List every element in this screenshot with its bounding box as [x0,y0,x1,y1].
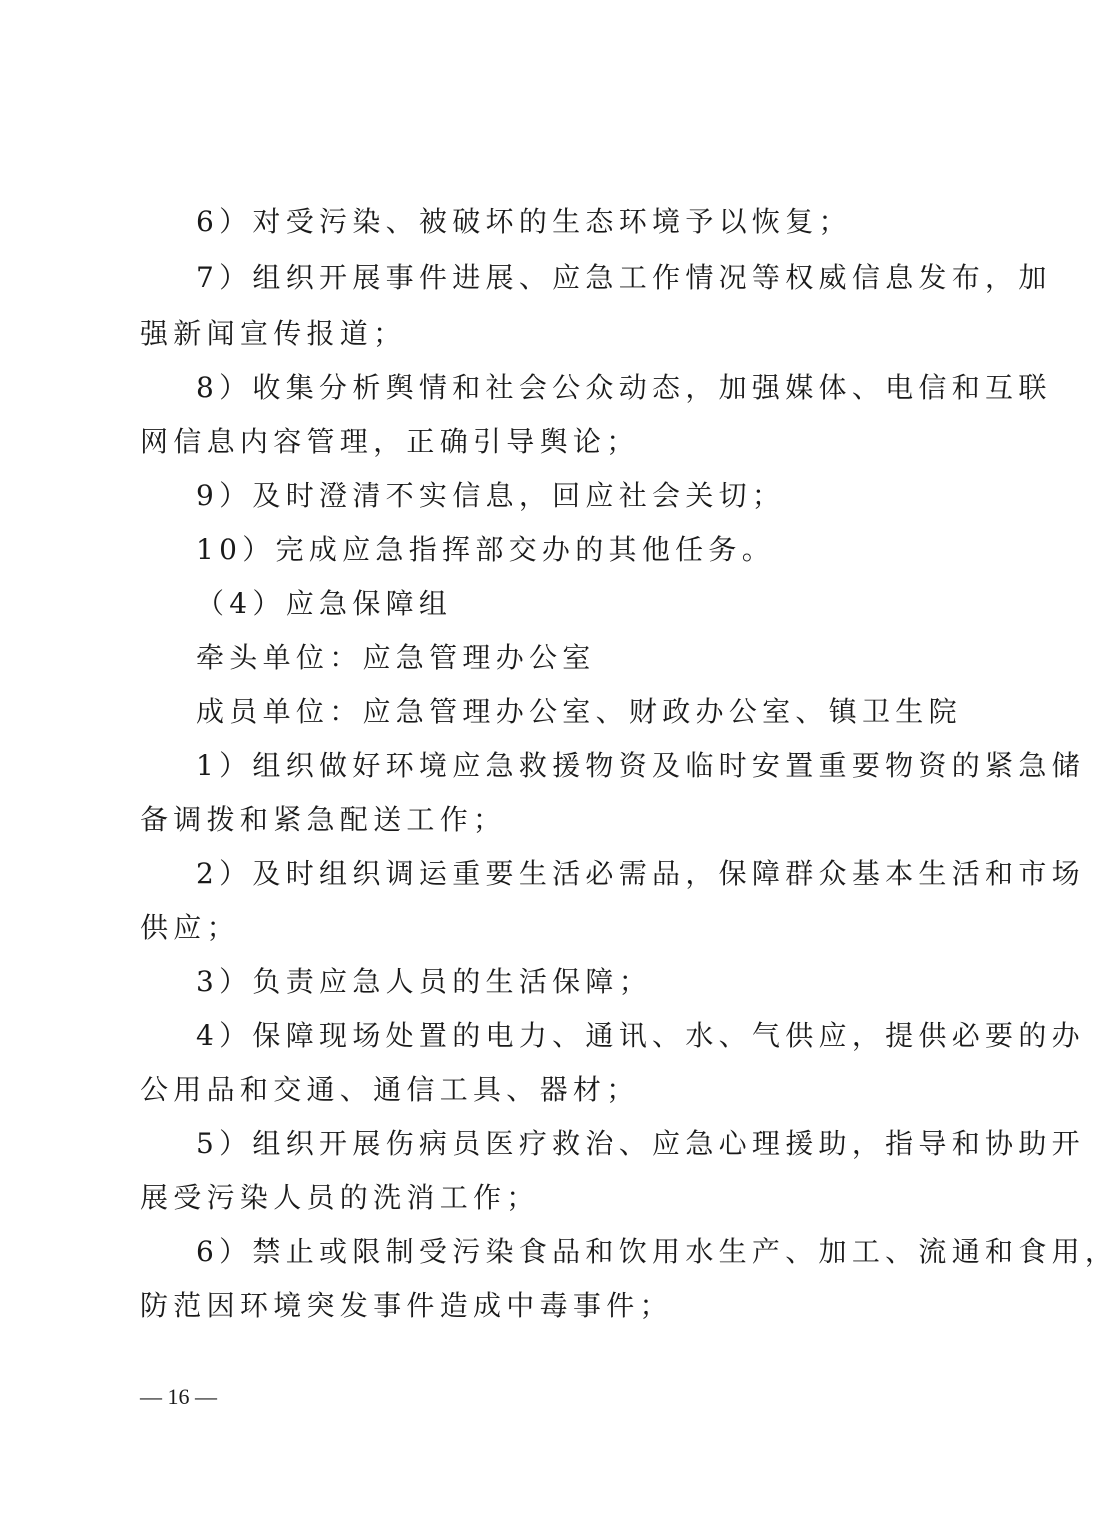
paragraph-line: 10）完成应急指挥部交办的其他任务。 [196,533,776,566]
paragraph-line: 公用品和交通、通信工具、器材； [140,1073,640,1106]
paragraph-line: 6）对受污染、被破坏的生态环境予以恢复； [196,205,852,238]
paragraph-line: 网信息内容管理，正确引导舆论； [140,425,640,458]
paragraph-line: 8）收集分析舆情和社会公众动态，加强媒体、电信和互联 [196,371,1052,404]
paragraph-line: 4）保障现场处置的电力、通讯、水、气供应，提供必要的办 [196,1019,1085,1052]
member-units-line: 成员单位：应急管理办公室、财政办公室、镇卫生院 [196,695,962,728]
paragraph-line: 备调拨和紧急配送工作； [140,803,507,836]
paragraph-line: 3）负责应急人员的生活保障； [196,965,653,998]
paragraph-line: 1）组织做好环境应急救援物资及临时安置重要物资的紧急储 [196,749,1085,782]
section-heading: （4）应急保障组 [196,587,453,620]
paragraph-line: 强新闻宣传报道； [140,317,407,350]
page-number: — 16 — [140,1384,217,1409]
paragraph-line: 5）组织开展伤病员医疗救治、应急心理援助，指导和协助开 [196,1127,1085,1160]
paragraph-line: 2）及时组织调运重要生活必需品，保障群众基本生活和市场 [196,857,1085,890]
paragraph-line: 展受污染人员的洗消工作； [140,1181,540,1214]
paragraph-line: 6）禁止或限制受污染食品和饮用水生产、加工、流通和食用， [196,1235,1118,1268]
paragraph-line: 防范因环境突发事件造成中毒事件； [140,1289,673,1322]
paragraph-line: 供应； [140,911,240,944]
lead-unit-line: 牵头单位：应急管理办公室 [196,641,596,674]
paragraph-line: 7）组织开展事件进展、应急工作情况等权威信息发布，加 [196,261,1052,294]
paragraph-line: 9）及时澄清不实信息，回应社会关切； [196,479,786,512]
